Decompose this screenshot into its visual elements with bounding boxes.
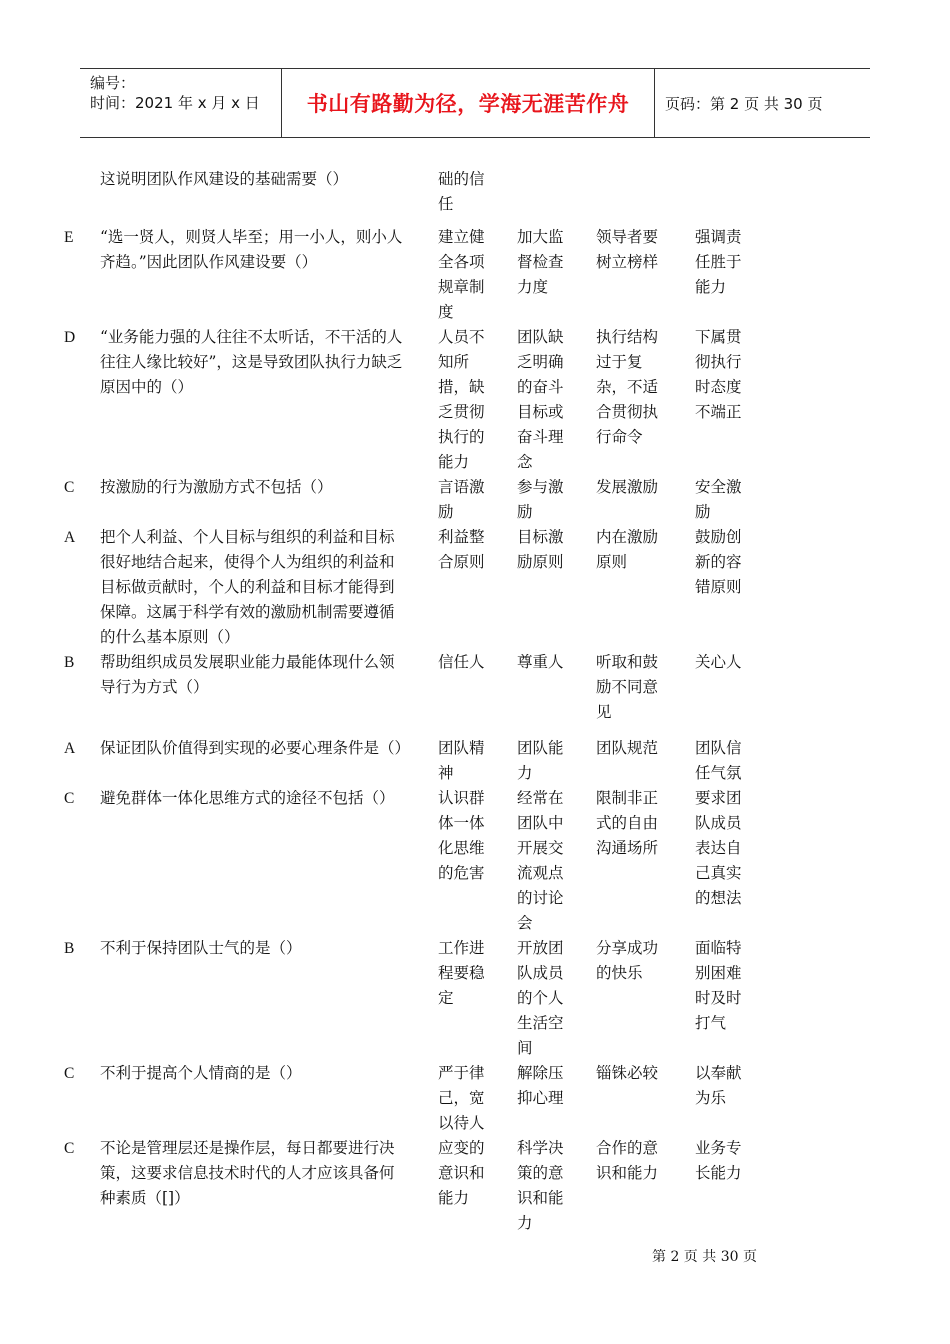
option-a: 工作进程要稳定: [438, 939, 485, 1007]
option-a: 信任人: [438, 653, 485, 671]
answer-letter: A: [64, 740, 76, 757]
question-row: [64, 325, 804, 475]
option-d: 强调责任胜于能力: [695, 228, 742, 296]
answer-letter: A: [64, 529, 76, 546]
answer-letter: C: [64, 790, 75, 807]
option-b: 团队缺乏明确的奋斗目标或奋斗理念: [517, 328, 564, 471]
option-c: [596, 167, 666, 217]
document-time-label: 时间：2021 年 x 月 x 日: [90, 94, 260, 112]
question-table: [64, 167, 804, 1236]
option-b: 团队能力: [517, 739, 564, 782]
question-text: “选一贤人，则贤人毕至；用一小人，则小人齐趋。”因此团队作风建设要（）: [100, 228, 403, 271]
option-b: 开放团队成员的个人生活空间: [517, 939, 564, 1057]
option-c: 内在激励原则: [596, 528, 659, 571]
header-page-number: 页码：第 2 页 共 30 页: [665, 94, 823, 113]
option-d: 业务专长能力: [695, 1139, 742, 1182]
option-c: 团队规范: [596, 739, 659, 757]
question-row: [64, 650, 804, 725]
question-text: 按激励的行为激励方式不包括（）: [100, 478, 333, 496]
option-b: 尊重人: [517, 653, 564, 671]
option-c: 锱铢必较: [596, 1064, 659, 1082]
option-a: 人员不知所措，缺乏贯彻执行的能力: [438, 328, 485, 471]
option-d: 鼓励创新的容错原则: [695, 528, 742, 596]
option-a: 认识群体一体化思维的危害: [438, 789, 485, 882]
option-a: 应变的意识和能力: [438, 1139, 485, 1207]
question-row: [64, 936, 804, 1061]
answer-letter: E: [64, 229, 74, 246]
option-c: 限制非正式的自由沟通场所: [596, 789, 659, 857]
option-d: 安全激励: [695, 478, 742, 521]
question-row: [64, 167, 804, 217]
document-number-label: 编号：: [90, 74, 136, 92]
question-text: 这说明团队作风建设的基础需要（）: [100, 170, 349, 188]
option-c: 发展激励: [596, 478, 659, 496]
option-b: 参与激励: [517, 478, 564, 521]
option-d: 关心人: [695, 653, 742, 671]
question-text: 不论是管理层还是操作层，每日都要进行决策，这要求信息技术时代的人才应该具备何种素质（[]）: [100, 1139, 395, 1207]
page-footer: 第 2 页 共 30 页: [652, 1249, 757, 1265]
header-page-cell: [655, 69, 870, 137]
question-text: 避免群体一体化思维方式的途径不包括（）: [100, 789, 395, 807]
header-motto-cell: [282, 69, 655, 137]
option-a: 严于律己，宽以待人: [438, 1064, 485, 1132]
question-row: [64, 786, 804, 936]
option-c: 听取和鼓励不同意见: [596, 653, 659, 721]
answer-letter: D: [64, 329, 76, 346]
question-text: “业务能力强的人往往不太听话，不干活的人往往人缘比较好”，这是导致团队执行力缺乏原因中的（）: [100, 328, 403, 396]
option-a: 言语激励: [438, 478, 485, 521]
answer-letter: B: [64, 940, 75, 957]
question-row: [64, 736, 804, 786]
option-a: 利益整合原则: [438, 528, 485, 571]
question-text: 不利于提高个人情商的是（）: [100, 1064, 302, 1082]
answer-letter: C: [64, 1140, 75, 1157]
option-b: 加大监督检查力度: [517, 228, 564, 296]
option-b: 目标激励原则: [517, 528, 564, 571]
option-d: 面临特别困难时及时打气: [695, 939, 742, 1032]
option-a: 础的信任: [438, 170, 485, 213]
option-a: 建立健全各项规章制度: [438, 228, 485, 321]
answer-letter: C: [64, 479, 75, 496]
option-d: 团队信任气氛: [695, 739, 742, 782]
option-b: 解除压抑心理: [517, 1064, 564, 1107]
question-row: [64, 1136, 804, 1236]
option-c: 执行结构过于复杂，不适合贯彻执行命令: [596, 328, 659, 446]
question-text: 保证团队价值得到实现的必要心理条件是（）: [100, 739, 411, 757]
option-d: [695, 167, 747, 217]
answer-letter: [64, 167, 100, 217]
question-text: 把个人利益、个人目标与组织的利益和目标很好地结合起来，使得个人为组织的利益和目标做贡献时，个人的利益和目标才能得到保障。这属于科学有效的激励机制需要遵循的什么基本原则（）: [100, 528, 395, 646]
option-d: 下属贯彻执行时态度不端正: [695, 328, 742, 421]
answer-letter: C: [64, 1065, 75, 1082]
option-b: 经常在团队中开展交流观点的讨论会: [517, 789, 564, 932]
question-row: [64, 225, 804, 325]
question-text: 不利于保持团队士气的是（）: [100, 939, 302, 957]
header-meta: [80, 69, 282, 137]
header-motto: 书山有路勤为径，学海无涯苦作舟: [306, 92, 630, 116]
question-row: [64, 475, 804, 525]
option-c: 领导者要树立榜样: [596, 228, 659, 271]
question-row: [64, 1061, 804, 1136]
option-c: 合作的意识和能力: [596, 1139, 659, 1182]
option-b: 科学决策的意识和能力: [517, 1139, 564, 1232]
option-d: 要求团队成员表达自己真实的想法: [695, 789, 742, 907]
option-b: [517, 167, 567, 217]
question-row: [64, 525, 804, 650]
option-d: 以奉献为乐: [695, 1064, 742, 1107]
option-c: 分享成功的快乐: [596, 939, 659, 982]
question-text: 帮助组织成员发展职业能力最能体现什么领导行为方式（）: [100, 653, 395, 696]
page-header: [80, 68, 870, 138]
answer-letter: B: [64, 654, 75, 671]
option-a: 团队精神: [438, 739, 485, 782]
